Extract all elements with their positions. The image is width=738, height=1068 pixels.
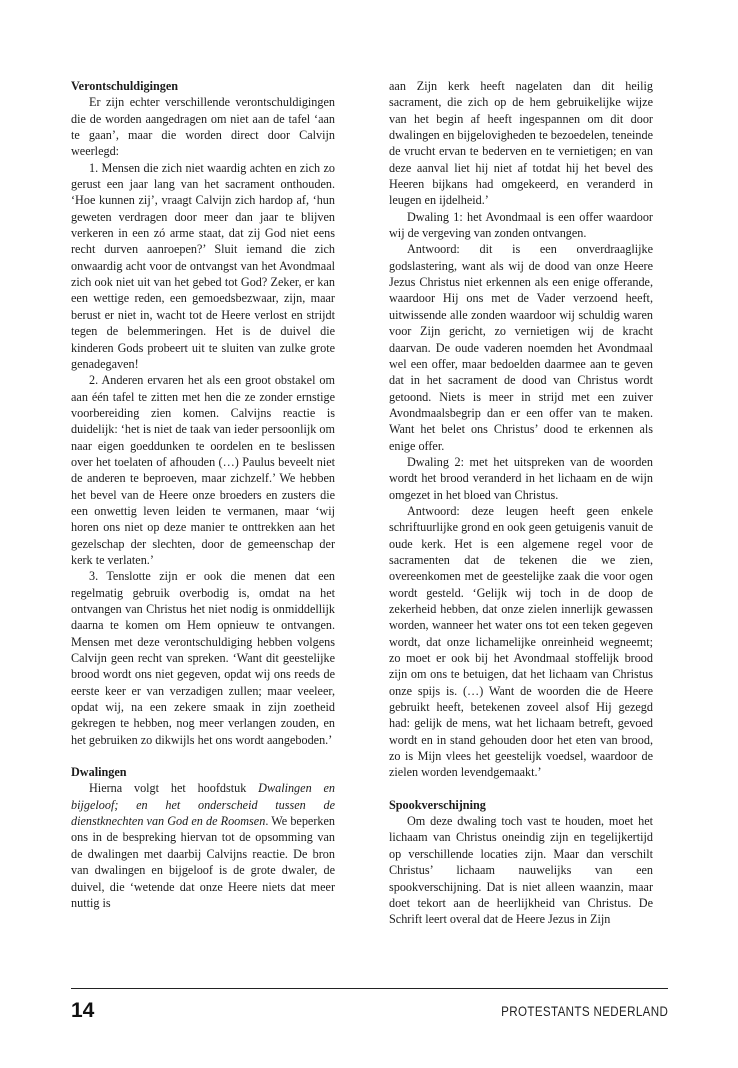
- page-number: 14: [71, 999, 95, 1022]
- paragraph: Om deze dwaling toch vast te houden, moet het lichaam van Christus oneindig zijn en tegelijkertijd op verschillende locaties zijn. Maar dan verschilt Christus’ lichaam nauwelijks van een spookverschijning. Dat is niet alleen waanzin, maar doet tekort aan de heerlijkheid van Christus. De Schrift leert overal dat de Heere Jezus in Zijn: [389, 814, 653, 927]
- section-heading: Dwalingen: [71, 765, 127, 780]
- book-title: Dwalingen en bijgeloof; en het onderscheid tussen de dienstknechten van God en de Roomsen: [71, 781, 335, 829]
- paragraph-text: . We beperken ons in de bespreking hiervan tot de opsomming van de dwalingen met daarbij Calvijns reactie. De bron van dwalingen en bijgeloof is de grote dwaler, de duivel, die ‘wetende dat onze Heere niets dat meer nuttig is: [71, 814, 335, 910]
- paragraph: [71, 780, 335, 911]
- paragraph: 3. Tenslotte zijn er ook die menen dat een regelmatig gebruik overbodig is, omdat na het ontvangen van Christus het niet nodig is onmiddellijk daarna te komen om Hem opnieuw te ontvangen. Mensen met deze verontschuldiging hebben volgens Calvijn geen recht van spreken. ‘Want dit geestelijke brood wordt ons niet gegeven, opdat wij ons reeds de eerste keer er van verzadigen zullen; maar veeleer, opdat wij, na een zekere smaak in zijn zoetheid gekregen te hebben, nog meer verlangen zouden, en het gebruiken zo dikwijls het ons wordt aangeboden.’: [71, 569, 335, 747]
- section-heading: Verontschuldigingen: [71, 79, 179, 93]
- right-column: [389, 78, 653, 928]
- magazine-name: PROTESTANTS NEDERLAND: [500, 1004, 668, 1019]
- paragraph-text: Hierna volgt het hoofdstuk: [89, 781, 259, 796]
- paragraph: Antwoord: deze leugen heeft geen enkele schriftuurlijke grond en ook geen getuigenis vanuit de oude kerk. Het is een algemene regel voor de sacramenten dat de tekenen die we zien, overeenkomen met de geestelijke zaak die voor ogen wordt gesteld. ‘Gelijk wij toch in de doop de zekerheid hebben, dat onze zielen innerlijk gewassen worden, wanneer het water ons tot een teken gegeven wordt, dat onze lichamelijke onreinheid wegneemt; zo moet er ook bij het Avondmaal stoffelijk brood zijn om ons te betuigen, dat het lichaam van Christus onze spijs is. (…) Want de woorden die de Heere gebruikt heeft, betekenen zoveel alsof Hij gezegd had: gelijk de mens, wat het lichaam betreft, gevoed wordt en in stand gehouden door het eten van brood, zo is Mijn vlees het geestelijk voedsel, waardoor de zielen worden levendgemaakt.’: [389, 503, 653, 780]
- paragraph: 1. Mensen die zich niet waardig achten en zich zo gerust een jaar lang van het sacrament onthouden. ‘Hoe kunnen zij’, vraagt Calvijn zich hardop af, ‘hun geweten verdragen door meer dan jaar te blijven verkeren in een zó arme staat, dat zij God niet eens recht durven aanroepen?’ Sluit iemand die zich onwaardig acht voor de ontvangst van het Avondmaal zich ook niet uit van het gebed tot God? Zeker, er kan een wettige reden, een gemoedsbezwaar, zijn, maar berust er niet in, wacht tot de Heere verlost en strijdt tegen de belemmeringen. Het is de duivel die kinderen Gods probeert uit te sluiten van zulke grote genadegaven!: [71, 160, 335, 371]
- section-heading: Spookverschijning: [389, 797, 486, 812]
- paragraph: 2. Anderen ervaren het als een groot obstakel om aan één tafel te zitten met hen die ze zonder ernstige voorbereiding zien komen. Calvijns reactie is duidelijk: ‘het is niet de taak van ieder persoonlijk om naar eigen goeddunken te oordelen en te beslissen over het toelaten of afhouden (…) Paulus beveelt niet de anderen te beproeven, maar zichzelf.’ We hebben het bevel van de Heere onze broeders en zusters die een onwettig leven leiden te vermanen, maar ‘wij horen ons niet op deze manier te onttrekken aan het gezelschap der slechten, door de gemeenschap der kerk te verlaten.’: [71, 373, 335, 567]
- left-column: [71, 78, 335, 911]
- footer-rule: [71, 988, 668, 989]
- paragraph: Dwaling 2: met het uitspreken van de woorden wordt het brood veranderd in het lichaam en de wijn omgezet in het bloed van Christus.: [389, 454, 653, 502]
- paragraph: Dwaling 1: het Avondmaal is een offer waardoor wij de vergeving van zonden ontvangen.: [389, 209, 653, 241]
- paragraph: Antwoord: dit is een onverdraaglijke godslastering, want als wij de dood van onze Heere Jezus Christus niet erkennen als een enige offerande, waardoor Hij ons met de Vader verzoend heeft, uitwissende alle zonden waardoor wij schuldig waren voor Zijn gericht, zo vernietigen wij de kracht daarvan. De oude vaderen noemden het Avondmaal wel een offer, maar bedoelden daarmee aan te geven dat in het sacrament de dood van Christus wordt getoond. Niets is meer in strijd met een zuiver Avondmaalsbegrip dan er een offer van te maken. Want het belet ons Christus’ dood te erkennen als enige offer.: [389, 242, 653, 453]
- paragraph: Er zijn echter verschillende verontschuldigingen die de worden aangedragen om niet aan de tafel ‘aan te gaan’, maar die worden direct door Calvijn weerlegd:: [71, 95, 335, 159]
- paragraph: aan Zijn kerk heeft nagelaten dan dit heilig sacrament, die zich op de hem gebruikelijke wijze van het begin af heeft ingespannen om dit door dwalingen en bijgelovigheden te bezoedelen, teneinde de vrucht ervan te bederven en te vernietigen; en van deze aanval liet hij niet af totdat hij het bevel des Heeren bijkans had omgekeerd, en veranderd in leugen en ijdelheid.’: [389, 79, 653, 208]
